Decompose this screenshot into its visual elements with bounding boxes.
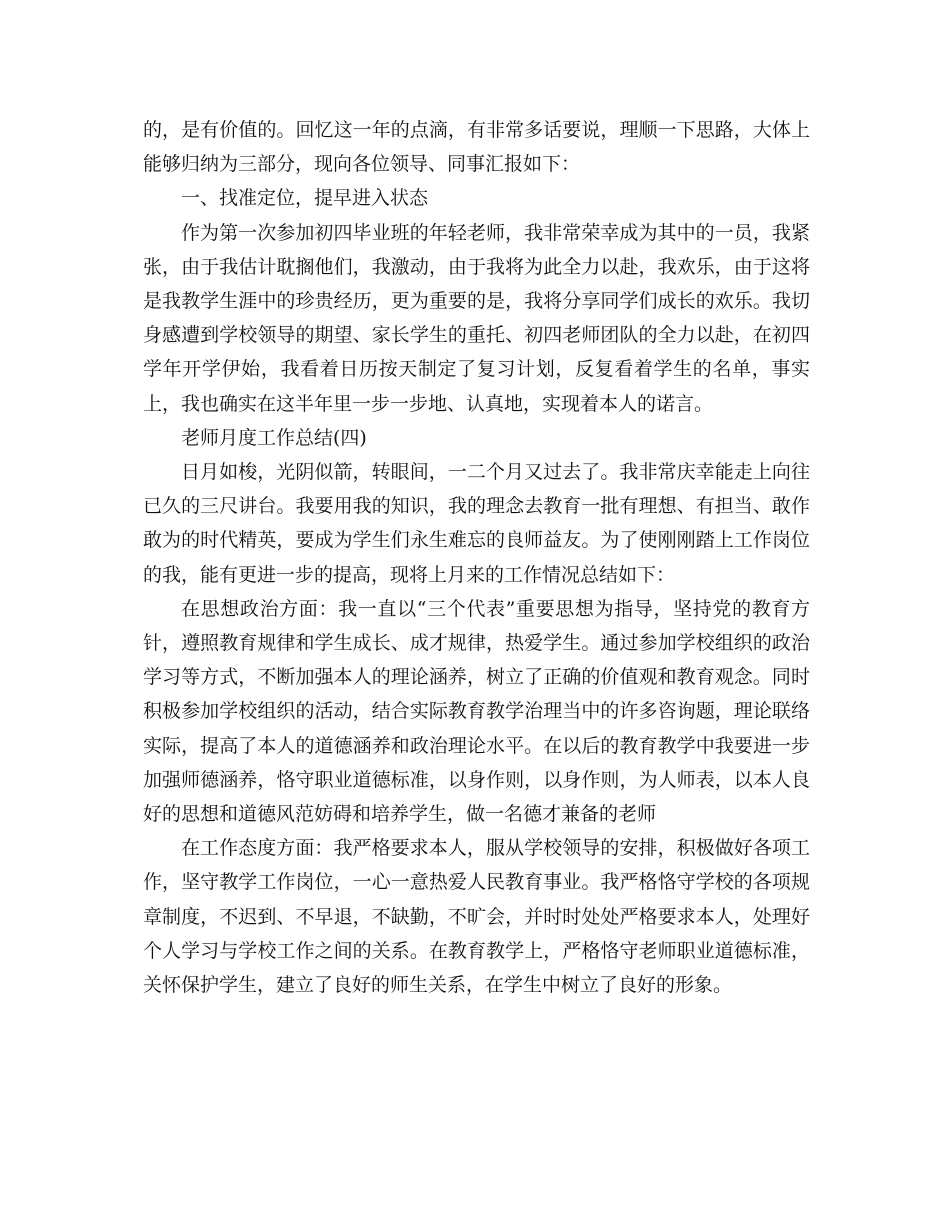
section-heading-monthly-summary: 老师月度工作总结(四) xyxy=(181,426,367,449)
paragraph-time-flies: 日月如梭，光阴似箭，转眼间，一二个月又过去了。我非常庆幸能走上向往已久的三尺讲台。我要用我的知识，我的理念去教育一批有理想、有担当、敢作敢为的时代精英，要成为学生们永生难忘的良师益友。为了使刚刚踏上工作岗位的我，能有更进一步的提高，现将上月来的工作情况总结如下： xyxy=(143,461,810,586)
paragraph-political-thought: 在思想政治方面：我一直以“三个代表”重要思想为指导，坚持党的教育方针，遵照教育规律和学生成长、成才规律，热爱学生。通过参加学校组织的政治学习等方式，不断加强本人的理论涵养，树立了正确的价值观和教育观念。同时积极参加学校组织的活动，结合实际教育教学治理当中的许多咨询题，理论联络实际，提高了本人的道德涵养和政治理论水平。在以后的教育教学中我要进一步加强师德涵养，恪守职业道德标准，以身作则，以身作则，为人师表，以本人良好的思想和道德风范妨碍和培养学生，做一名德才兼备的老师 xyxy=(143,597,810,826)
document-body xyxy=(143,113,810,1002)
paragraph-graduating-class: 作为第一次参加初四毕业班的年轻老师，我非常荣幸成为其中的一员，我紧张，由于我估计耽搁他们，我激动，由于我将为此全力以赴，我欢乐，由于这将是我教学生涯中的珍贵经历，更为重要的是，我将分享同学们成长的欢乐。我切身感遭到学校领导的期望、家长学生的重托、初四老师团队的全力以赴，在初四学年开学伊始，我看着日历按天制定了复习计划，反复看着学生的名单，事实上，我也确实在这半年里一步一步地、认真地，实现着本人的诺言。 xyxy=(143,221,810,415)
paragraph-intro: 的，是有价值的。回忆这一年的点滴，有非常多话要说，理顺一下思路，大体上能够归纳为三部分，现向各位领导、同事汇报如下： xyxy=(143,119,810,176)
paragraph-work-attitude: 在工作态度方面：我严格要求本人，服从学校领导的安排，积极做好各项工作，坚守教学工作岗位，一心一意热爱人民教育事业。我严格恪守学校的各项规章制度，不迟到、不早退，不缺勤，不旷会，并时时处处严格要求本人，处理好个人学习与学校工作之间的关系。在教育教学上，严格恪守老师职业道德标准，关怀保护学生，建立了良好的师生关系，在学生中树立了良好的形象。 xyxy=(143,837,810,997)
section-heading-positioning: 一、找准定位，提早进入状态 xyxy=(181,187,429,210)
